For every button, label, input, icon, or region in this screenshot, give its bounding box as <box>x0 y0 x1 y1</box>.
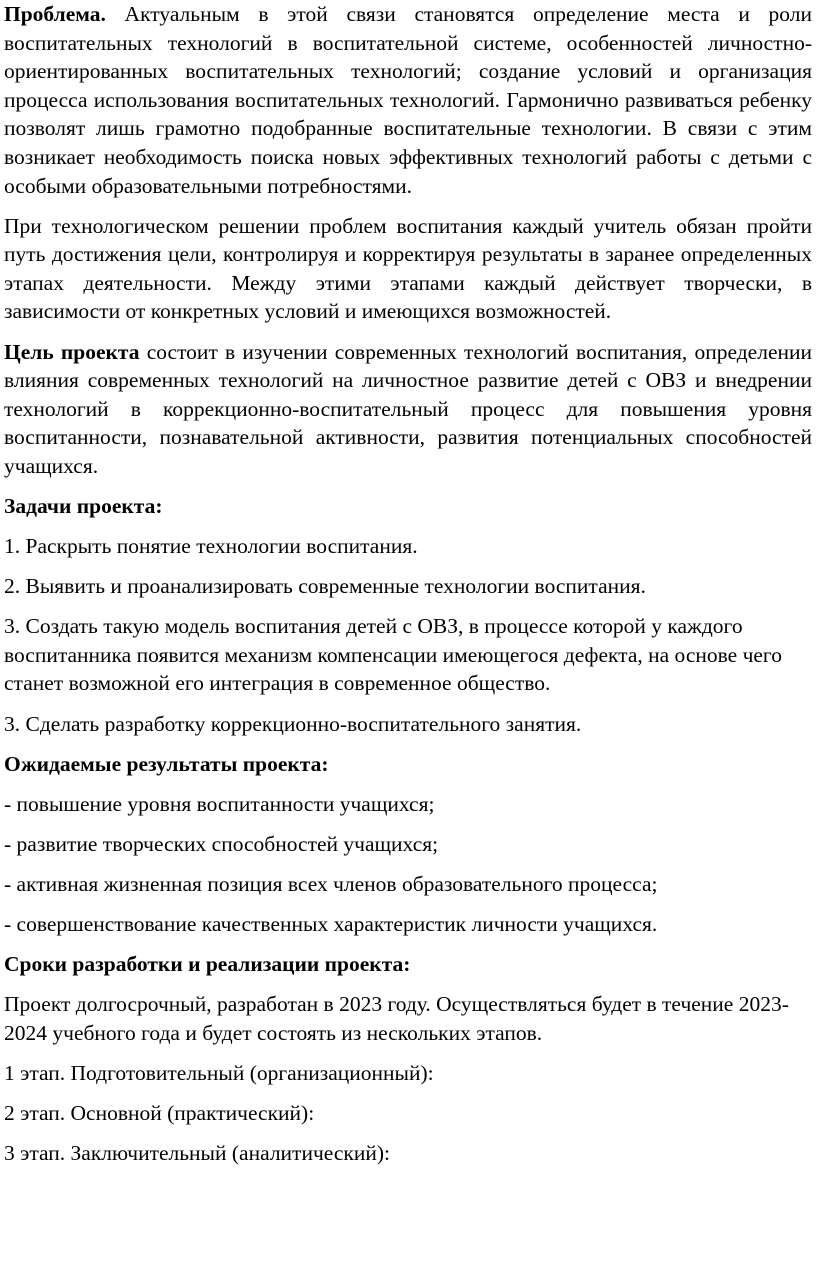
problem-label: Проблема. <box>4 2 106 26</box>
timeline-heading: Сроки разработки и реализации проекта: <box>4 952 411 977</box>
problem-paragraph <box>4 0 812 200</box>
task-item: 2. Выявить и проанализировать современные технологии воспитания. <box>4 574 646 599</box>
task-item: 3. Создать такую модель воспитания детей с ОВЗ, в процессе которой у каждого воспитанника появится механизм компенсации имеющегося дефекта, на основе чего станет возможной его интеграция в современное общество. <box>4 614 782 696</box>
result-item: - активная жизненная позиция всех членов образовательного процесса; <box>4 871 658 896</box>
result-item: - повышение уровня воспитанности учащихся; <box>4 791 435 816</box>
technological-solution-paragraph: При технологическом решении проблем воспитания каждый учитель обязан пройти путь достижения цели, контролируя и корректируя результаты в заранее определенных этапах деятельности. Между этими этапами каждый действует творчески, в зависимости от конкретных условий и имеющихся возможностей. <box>4 213 812 324</box>
goal-label: Цель проекта <box>4 339 140 364</box>
result-item: - совершенствование качественных характеристик личности учащихся. <box>4 912 658 937</box>
stage-item: 1 этап. Подготовительный (организационный): <box>4 1060 434 1085</box>
results-heading: Ожидаемые результаты проекта: <box>4 751 329 776</box>
goal-paragraph <box>4 338 812 481</box>
task-item: 1. Раскрыть понятие технологии воспитания. <box>4 534 418 559</box>
document-page <box>4 0 812 1168</box>
tasks-heading: Задачи проекта: <box>4 494 163 518</box>
result-item: - развитие творческих способностей учащихся; <box>4 831 439 856</box>
stage-item: 2 этап. Основной (практический): <box>4 1101 315 1125</box>
goal-text: состоит в изучении современных технологий воспитания, определении влияния современных технологий на личностное развитие детей с ОВЗ и внедрении технологий в коррекционно-воспитательный процесс для повышения уровня воспитанности, познавательной активности, развития потенциальных способностей учащихся. <box>4 339 813 478</box>
stage-item: 3 этап. Заключительный (аналитический): <box>4 1141 390 1166</box>
task-item: 3. Сделать разработку коррекционно-воспитательного занятия. <box>4 711 582 736</box>
problem-text: Актуальным в этой связи становятся определение места и роли воспитательных технологий в воспитательной системе, особенностей личностно-ориентированных воспитательных технологий; создание условий и организация процесса использования воспитательных технологий. Гармонично развиваться ребенку позволят лишь грамотно подобранные воспитательные технологии. В связи с этим возникает необходимость поиска новых эффективных технологий работы с детьми с особыми образовательными потребностями. <box>4 2 812 198</box>
timeline-text: Проект долгосрочный, разработан в 2023 году. Осуществляться будет в течение 2023-2024 учебного года и будет состоять из нескольких этапов. <box>4 992 789 1045</box>
